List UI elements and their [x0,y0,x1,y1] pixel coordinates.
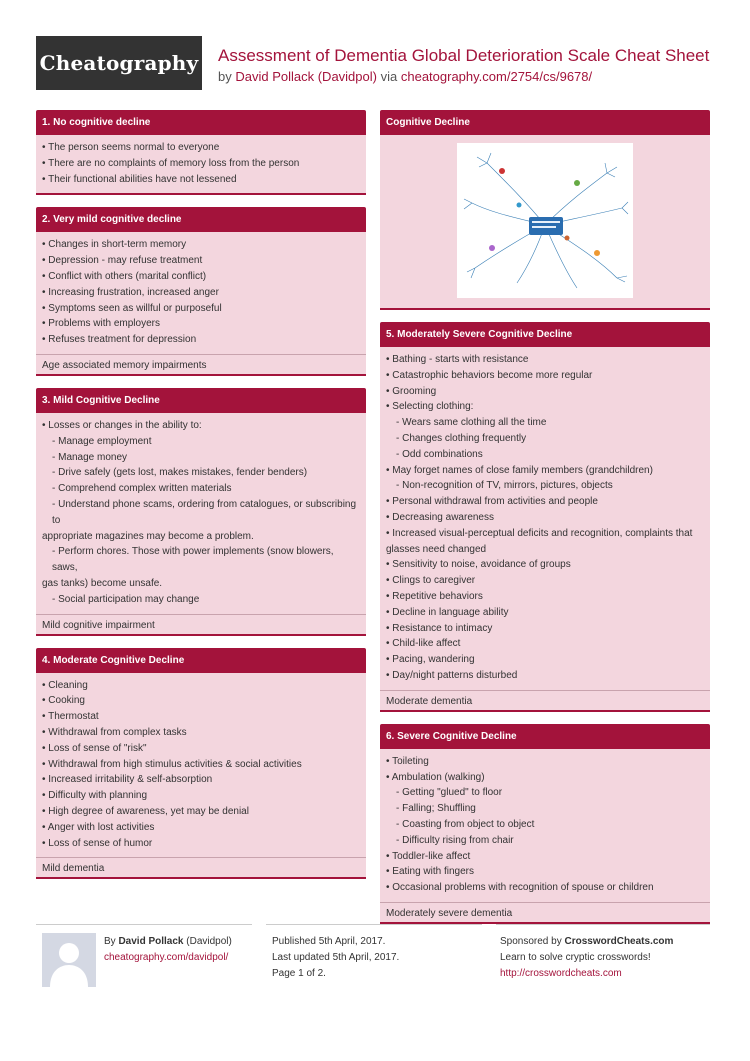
list-item: • Cleaning [42,679,88,691]
list-item: - Manage money [52,451,128,463]
section-mild-decline [36,388,366,636]
mindmap-image [457,143,633,298]
list-item: • Losses or changes in the ability to: [42,419,202,431]
page-number: Page 1 of 2. [272,968,326,979]
list-item: • Occasional problems with recognition of spouse or children [386,882,654,894]
list-item: • Cooking [42,695,85,707]
section-body [380,749,710,902]
page-title: Assessment of Dementia Global Deterioration Scale Cheat Sheet [218,46,710,65]
list-item: • Withdrawal from complex tasks [42,726,187,738]
section-moderately-severe-decline [380,322,710,712]
list-item: • Changes in short-term memory [42,239,187,251]
by-prefix: by [218,69,232,84]
section-footer: Age associated memory impairments [36,354,366,376]
list-item: - Manage employment [52,435,152,447]
footer-divider [266,924,482,925]
list-item: • Selecting clothing: [386,401,474,413]
list-item: • Ambulation (walking) [386,771,485,783]
list-item: • Conflict with others (marital conflict) [42,270,207,282]
list-item: • Loss of sense of "risk" [42,742,147,754]
list-item: • Depression - may refuse treatment [42,255,203,267]
list-item: • Grooming [386,385,437,397]
section-title: 6. Severe Cognitive Decline [380,724,710,749]
footer-by: By [104,936,116,947]
list-item: • High degree of awareness, yet may be denial [42,805,249,817]
section-title: 4. Moderate Cognitive Decline [36,648,366,673]
right-column [380,110,710,936]
list-item: • May forget names of close family members (grandchildren) [386,464,653,476]
list-item: - Wears same clothing all the time [396,417,547,429]
footer-divider [36,924,252,925]
sponsor-link[interactable]: http://crosswordcheats.com [500,968,622,979]
footer-sponsor [500,934,673,982]
list-item: - Social participation may change [52,593,200,605]
footer-author-handle: (Davidpol) [186,936,232,947]
author-link[interactable]: David Pollack (Davidpol) [235,69,377,84]
published-date: Published 5th April, 2017. [272,936,386,947]
left-column [36,110,366,891]
byline [218,69,709,84]
author-avatar[interactable] [42,933,96,987]
section-footer: Moderately severe dementia [380,902,710,924]
cheatography-logo[interactable]: Cheatography [36,36,202,90]
section-very-mild-decline [36,207,366,376]
footer-author-name: David Pollack [118,936,184,947]
section-footer: Mild cognitive impairment [36,614,366,636]
section-body [36,413,366,614]
list-item: • Child-like affect [386,638,461,650]
list-item: - Understand phone scams, ordering from catalogues, or subscribing to [52,498,357,526]
list-item: • Loss of sense of humor [42,837,153,849]
list-item: • Increased visual-perceptual deficits and recognition, complaints that [386,527,693,539]
list-item: • Clings to caregiver [386,575,476,587]
list-item: • Personal withdrawal from activities and people [386,496,598,508]
section-title: 1. No cognitive decline [36,110,366,135]
list-item: • Increased irritability & self-absorption [42,774,213,786]
user-silhouette-icon [42,933,96,987]
list-item: appropriate magazines may become a problem. [42,530,254,542]
list-item: - Non-recognition of TV, mirrors, pictures, objects [396,480,613,492]
list-item: • Their functional abilities have not lessened [42,173,237,185]
list-item: • Repetitive behaviors [386,590,483,602]
list-item: • Catastrophic behaviors become more regular [386,369,593,381]
section-severe-decline [380,724,710,924]
list-item: - Comprehend complex written materials [52,483,232,495]
list-item: - Changes clothing frequently [396,432,527,444]
list-item: • Decline in language ability [386,606,509,618]
sheet-url-link[interactable]: cheatography.com/2754/cs/9678/ [400,69,593,84]
header [218,46,709,84]
updated-date: Last updated 5th April, 2017. [272,952,400,963]
section-footer: Moderate dementia [380,690,710,712]
list-item: • Problems with employers [42,318,160,330]
section-title: 5. Moderately Severe Cognitive Decline [380,322,710,347]
list-item: • Symptoms seen as willful or purposeful [42,302,222,314]
list-item: - Odd combinations [396,448,483,460]
list-item: • Day/night patterns disturbed [386,669,518,681]
list-item: • Resistance to intimacy [386,622,493,634]
list-item: glasses need changed [386,543,487,555]
via-text: via [380,69,398,84]
list-item: • Bathing - starts with resistance [386,354,529,365]
sponsor-name: CrosswordCheats.com [564,936,674,947]
list-item: • Toileting [386,755,429,767]
section-title: 3. Mild Cognitive Decline [36,388,366,413]
sponsored-prefix: Sponsored by [500,936,562,947]
sponsor-tagline: Learn to solve cryptic crosswords! [500,952,651,963]
footer-divider [496,924,710,925]
section-cognitive-decline [380,110,710,310]
section-title: Cognitive Decline [380,110,710,135]
section-title: 2. Very mild cognitive decline [36,207,366,232]
section-no-decline [36,110,366,195]
list-item: • Withdrawal from high stimulus activities & social activities [42,758,302,770]
footer-dates [272,934,399,982]
list-item: • Decreasing awareness [386,511,494,523]
section-body [36,232,366,354]
list-item: • Difficulty with planning [42,790,148,802]
list-item: • Eating with fingers [386,866,474,878]
footer-author [104,934,232,966]
list-item: • Pacing, wandering [386,654,475,666]
section-body [36,135,366,195]
footer-author-link[interactable]: cheatography.com/davidpol/ [104,952,229,963]
list-item: - Getting "glued" to floor [396,787,503,799]
list-item: • Toddler-like affect [386,850,471,862]
list-item: • Refuses treatment for depression [42,334,197,346]
section-footer: Mild dementia [36,857,366,879]
mindmap-container [380,135,710,310]
list-item: - Falling; Shuffling [396,803,476,815]
list-item: • Sensitivity to noise, avoidance of groups [386,559,571,571]
section-body [380,347,710,690]
list-item: - Drive safely (gets lost, makes mistakes, fender benders) [52,467,308,479]
list-item: • The person seems normal to everyone [42,142,220,153]
list-item: • Anger with lost activities [42,821,155,833]
list-item: - Difficulty rising from chair [396,834,514,846]
list-item: • Increasing frustration, increased anger [42,286,219,298]
list-item: - Coasting from object to object [396,818,535,830]
list-item: • There are no complaints of memory loss from the person [42,157,300,169]
list-item: - Perform chores. Those with power implements (snow blowers, saws, [52,546,334,574]
section-moderate-decline [36,648,366,880]
list-item: gas tanks) become unsafe. [42,577,163,589]
section-body [36,673,366,858]
list-item: • Thermostat [42,711,99,723]
